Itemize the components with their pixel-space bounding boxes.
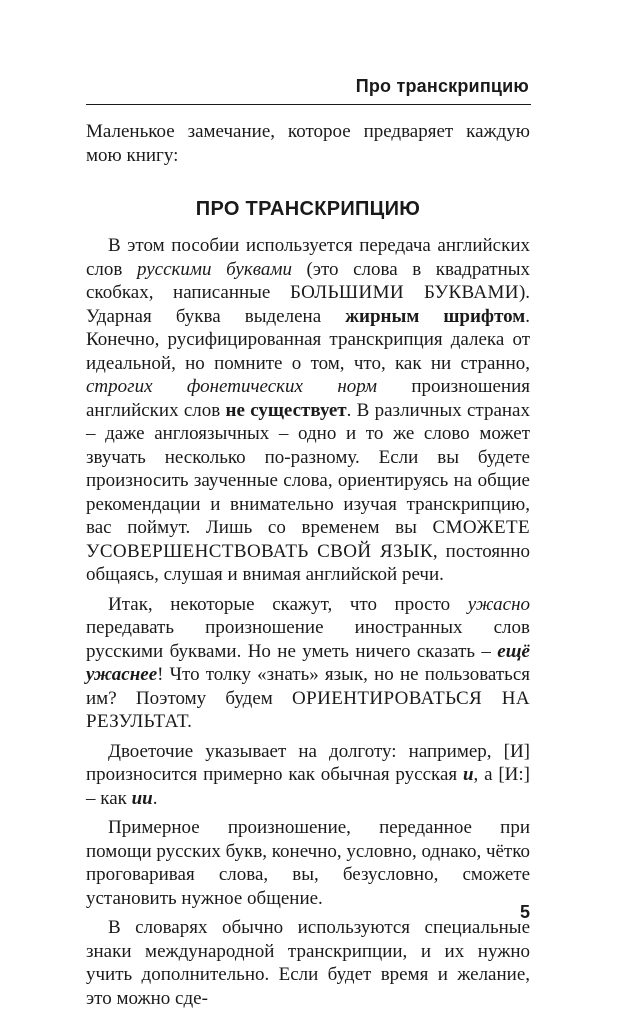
p1-text: , постоянно общаясь, слушая и внимая английской речи. bbox=[86, 540, 530, 585]
body-text bbox=[86, 234, 530, 1016]
p3-bold-italic-ii: ии bbox=[131, 787, 153, 809]
paragraph-2 bbox=[86, 593, 530, 734]
paragraph-1 bbox=[86, 234, 530, 587]
paragraph-5: В словарях обычно используются специальные знаки международной транскрипции, и их нужно учить дополнительно. Если будет время и желание, это можно сде- bbox=[86, 917, 530, 1009]
paragraph-4: Примерное произношение, переданное при помощи русских букв, конечно, условно, однако, чётко проговаривая слова, вы, безусловно, сможете установить нужное общение. bbox=[86, 817, 531, 909]
p1-bold-font: жирным шрифтом bbox=[345, 305, 526, 327]
p3-bold-italic-i: и bbox=[462, 764, 474, 785]
page-number: 5 bbox=[519, 902, 530, 922]
p2-caps-result: ОРИЕНТИРОВАТЬСЯ НА РЕЗУЛЬТАТ. bbox=[86, 687, 530, 732]
paragraph-3 bbox=[86, 740, 530, 811]
p1-italic-russian-letters: русскими буквами bbox=[136, 258, 292, 280]
p1-text: произношения английских слов bbox=[86, 376, 530, 421]
intro-text: Маленькое замечание, которое предваряет каждую мою книгу: bbox=[86, 121, 530, 166]
p1-italic-norms: строгих фонетических норм bbox=[86, 376, 377, 397]
p3-text: , а [И:] – как bbox=[86, 764, 531, 809]
section-title: ПРО ТРАНСКРИПЦИЮ bbox=[195, 198, 421, 220]
p3-text: Двоеточие указывает на долготу: например, [И] произносится примерно как обычная русская bbox=[86, 740, 530, 785]
p3-text: . bbox=[152, 787, 158, 809]
p1-text: В этом пособии используется передача английских слов bbox=[86, 235, 530, 280]
p1-caps-big-letters: БОЛЬШИМИ БУКВАМИ bbox=[289, 282, 519, 303]
p1-text: . Конечно, русифицированная транскрипция далека от идеальной, но помните о том, что, как ни странно, bbox=[86, 305, 530, 374]
p1-text: . В различных странах – даже англоязычных – одно и то же слово может звучать несколько по-разному. Если вы будете произносить заученные слова, ориентируясь на общие рекомендации и внимательно изучая транскрипцию, вас поймут. Лишь со временем вы bbox=[86, 399, 530, 538]
p2-text: передавать произношение иностранных слов русскими буквами. Но не уметь ничего сказать – bbox=[86, 617, 530, 662]
p2-text: Итак, некоторые скажут, что просто bbox=[108, 593, 468, 615]
header-rule bbox=[86, 104, 531, 105]
running-header-title: Про транскрипцию bbox=[355, 76, 529, 96]
p2-italic-terrible: ужасно bbox=[467, 593, 530, 615]
intro-paragraph bbox=[86, 120, 530, 167]
p1-text: ). Ударная буква выделена bbox=[86, 282, 531, 327]
p2-text: ! Что толку «знать» язык, но не пользоваться им? Поэтому будем bbox=[86, 664, 530, 709]
p2-bold-italic-more-terrible: ещё ужаснее bbox=[86, 640, 530, 685]
p1-caps-improve-language: СМОЖЕТЕ УСОВЕРШЕНСТВОВАТЬ СВОЙ ЯЗЫК bbox=[86, 517, 530, 562]
p1-bold-not-exists: не существует bbox=[225, 399, 347, 421]
p1-text: (это слова в квадратных скобках, написанные bbox=[86, 258, 530, 303]
